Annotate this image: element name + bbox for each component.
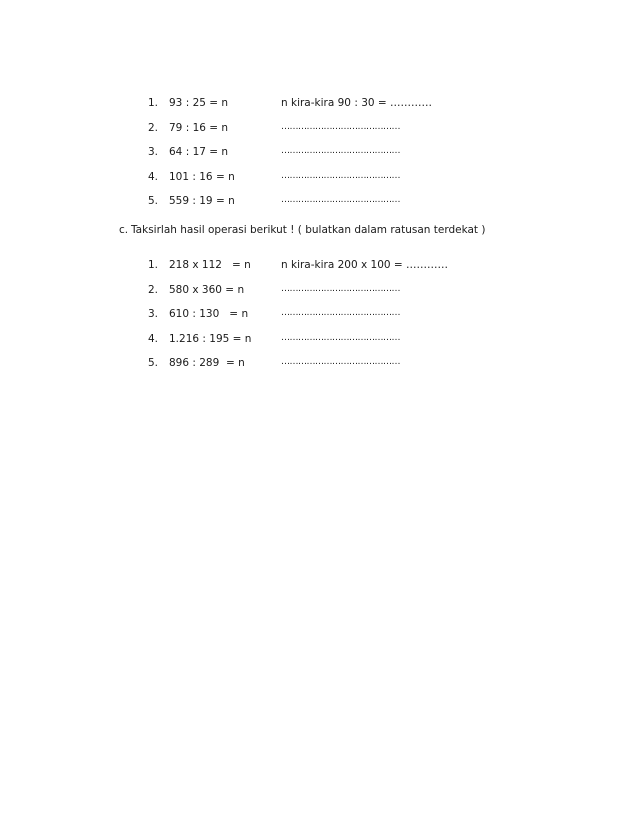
item-expression: 101 : 16 = n xyxy=(169,170,235,183)
item-expression: 79 : 16 = n xyxy=(169,121,229,134)
item-number: 5. xyxy=(148,357,159,369)
item-answer: n kira-kira 90 : 30 = ………… xyxy=(281,97,433,109)
list-item xyxy=(0,171,638,196)
item-expression: 559 : 19 = n xyxy=(169,195,235,207)
estimation-list-c xyxy=(0,259,638,382)
item-expression: 93 : 25 = n xyxy=(169,97,229,109)
item-number: 4. xyxy=(148,332,159,345)
item-answer-blank: …………………………………… xyxy=(281,283,400,294)
item-number: 1. xyxy=(148,97,159,109)
section-instruction: Taksirlah hasil operasi berikut ! ( bulatkan dalam ratusan terdekat ) xyxy=(131,224,486,236)
item-number: 1. xyxy=(148,259,159,271)
item-expression: 896 : 289 = n xyxy=(169,357,245,369)
item-number: 2. xyxy=(148,121,159,134)
section-c-heading xyxy=(0,224,638,244)
item-answer-blank: …………………………………… xyxy=(281,308,400,318)
item-expression: 64 : 17 = n xyxy=(169,146,229,158)
item-answer-blank: …………………………………… xyxy=(281,146,400,156)
list-item xyxy=(0,97,638,122)
item-answer-blank: …………………………………… xyxy=(281,357,400,367)
list-item xyxy=(0,308,638,333)
item-number: 3. xyxy=(148,308,159,320)
estimation-list-b xyxy=(0,97,638,220)
item-answer-blank: …………………………………… xyxy=(281,332,400,343)
item-expression: 610 : 130 = n xyxy=(169,308,249,320)
list-item xyxy=(0,146,638,171)
item-expression: 580 x 360 = n xyxy=(169,283,245,296)
item-expression: 1.216 : 195 = n xyxy=(169,332,252,345)
item-number: 5. xyxy=(148,195,159,207)
list-item xyxy=(0,122,638,147)
item-answer: n kira-kira 200 x 100 = ………… xyxy=(281,259,449,271)
list-item xyxy=(0,195,638,220)
list-item xyxy=(0,333,638,358)
item-answer-blank: …………………………………… xyxy=(281,195,400,205)
item-number: 4. xyxy=(148,170,159,183)
item-number: 3. xyxy=(148,146,159,158)
item-number: 2. xyxy=(148,283,159,296)
list-item xyxy=(0,284,638,309)
item-answer-blank: …………………………………… xyxy=(281,170,400,181)
list-item xyxy=(0,259,638,284)
section-letter: c. xyxy=(119,224,129,236)
list-item xyxy=(0,357,638,382)
item-answer-blank: …………………………………… xyxy=(281,121,400,132)
item-expression: 218 x 112 = n xyxy=(169,259,251,271)
